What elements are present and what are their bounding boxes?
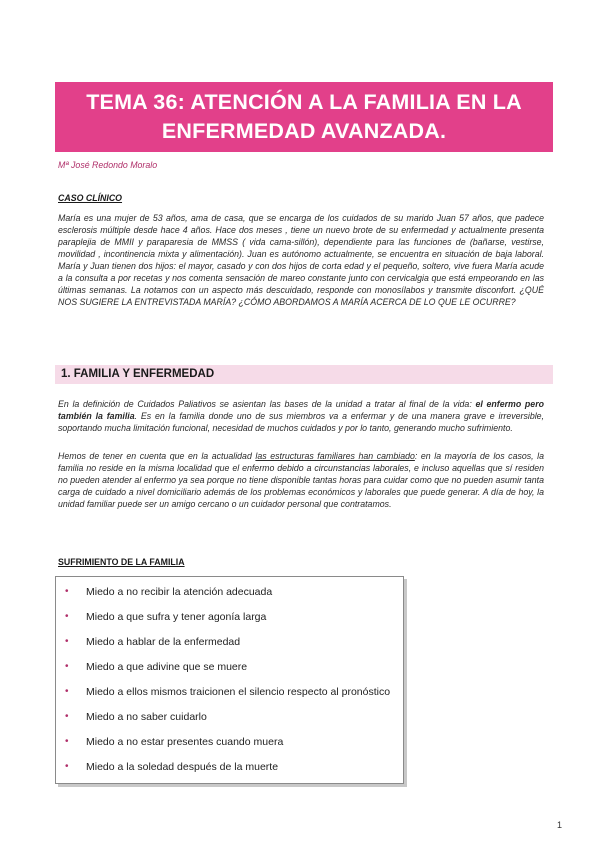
list-item-text: Miedo a que sufra y tener agonía larga bbox=[86, 611, 267, 623]
list-item bbox=[56, 606, 403, 631]
suffering-list bbox=[56, 581, 403, 781]
case-heading: CASO CLÍNICO bbox=[58, 193, 123, 203]
list-item-text: Miedo a la soledad después de la muerte bbox=[86, 761, 279, 773]
bullet-icon: • bbox=[65, 661, 69, 672]
page-number: 1 bbox=[557, 820, 563, 830]
list-item bbox=[56, 581, 403, 606]
list-item bbox=[56, 656, 403, 681]
paragraph-1-end: . Es en la familia donde uno de sus miembros va a enfermar y de una manera grave e irreversible, soportando mucha limitación funcional, necesidad de muchos cuidados y por lo tanto, generando mucho sufrimiento. bbox=[58, 411, 545, 433]
paragraph-1-start: En la definición de Cuidados Paliativos se asientan las bases de la unidad a tratar al final de la vida: bbox=[58, 399, 476, 409]
list-item-text: Miedo a no saber cuidarlo bbox=[86, 711, 207, 723]
paragraph-2-underline: las estructuras familiares han cambiado bbox=[255, 451, 415, 461]
suffering-box bbox=[55, 576, 404, 784]
bullet-icon: • bbox=[65, 736, 69, 747]
title-banner bbox=[55, 82, 553, 152]
paragraph-2 bbox=[58, 450, 544, 510]
bullet-icon: • bbox=[65, 686, 69, 697]
list-item-text: Miedo a que adivine que se muere bbox=[86, 661, 248, 673]
bullet-icon: • bbox=[65, 636, 69, 647]
list-item-text: Miedo a no estar presentes cuando muera bbox=[86, 736, 284, 748]
paragraph-1-bold: el enfermo pero también la familia bbox=[58, 399, 544, 421]
section-title: 1. FAMILIA Y ENFERMEDAD bbox=[61, 368, 215, 380]
paragraph-2-start: Hemos de tener en cuenta que en la actualidad bbox=[58, 451, 256, 461]
list-item bbox=[56, 756, 403, 781]
page-title: TEMA 36: ATENCIÓN A LA FAMILIA EN LA ENFERMEDAD AVANZADA. bbox=[86, 90, 522, 143]
list-item bbox=[56, 731, 403, 756]
list-item-text: Miedo a no recibir la atención adecuada bbox=[86, 586, 273, 598]
paragraph-1 bbox=[58, 398, 544, 434]
section-banner bbox=[55, 365, 553, 384]
paragraph-2-end: : en la mayoría de los casos, la familia no reside en la misma localidad que el enfermo debido a circunstancias laborales, e incluso aquellas que sí residen no pueden atender al enfermo ya sea porque no tiene disponible tantas horas para cuidar como que no pueden asumir tanta carga de cuidado a nivel domiciliario además de los problemas económicos y laborales que puede generar. A día de hoy, la unidad familiar puede ser un amigo cercano o un cuidador personal que contratamos. bbox=[58, 451, 545, 509]
suffering-heading: SUFRIMIENTO DE LA FAMILIA bbox=[58, 557, 185, 567]
author: Mª José Redondo Moralo bbox=[58, 160, 158, 170]
case-text: María es una mujer de 53 años, ama de casa, que se encarga de los cuidados de su marido Juan 57 años, que padece esclerosis múltiple desde hace 4 años. Hace dos meses , tiene un nuevo brote de su enfermedad y actualmente presenta paraplejia de MMII y paraparesia de MMSS ( vida cama-sillón), dependiente para las funciones de (bañarse, vestirse, movilidad , incontinencia mixta y alimentación). Juan es autónomo actualmente, se encuentra en situación de baja laboral. María y Juan tienen dos hijos: el mayor, casado y con dos hijos de corta edad y el pequeño, soltero, vive fuera María acude a la consulta a por recetas y nos comenta sensación de mareo constante junto con cervicalgia que está empeorando en las últimas semanas. La notamos con un aspecto más descuidado, responde con monosílabos y transmite disconfort. ¿QUÉ NOS SUGIERE LA ENTREVISTADA MARÍA? ¿CÓMO ABORDAMOS A MARÍA ACERCA DE LO QUE LE OCURRE? bbox=[58, 213, 544, 307]
bullet-icon: • bbox=[65, 711, 69, 722]
bullet-icon: • bbox=[65, 611, 69, 622]
list-item bbox=[56, 706, 403, 731]
list-item-text: Miedo a ellos mismos traicionen el silencio respecto al pronóstico bbox=[86, 686, 391, 698]
list-item bbox=[56, 631, 403, 656]
list-item bbox=[56, 681, 403, 706]
list-item-text: Miedo a hablar de la enfermedad bbox=[86, 636, 241, 648]
bullet-icon: • bbox=[65, 586, 69, 597]
bullet-icon: • bbox=[65, 761, 69, 772]
